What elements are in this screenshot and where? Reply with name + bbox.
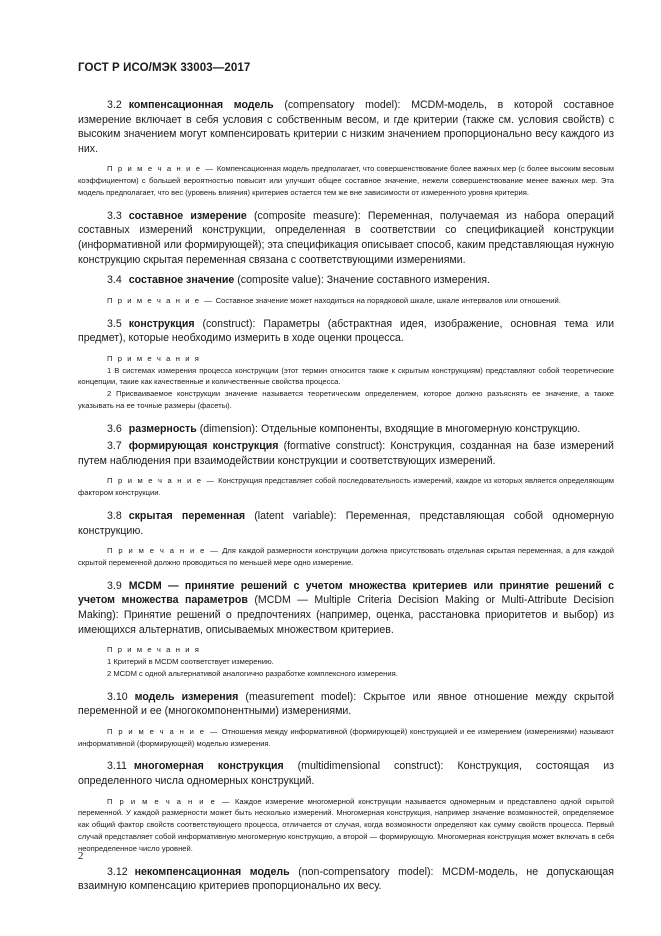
term-english: (MCDM — Multiple Criteria Decision Making or Multi-Attribute Decision Making): (78, 594, 614, 622)
document-page (78, 62, 614, 897)
term-definition: Принятие решений о предпочтениях (например, оценка, расстановка приоритетов и выбор) из имеющихся альтернатив, описываемых множеством критериев. (78, 609, 614, 636)
term-definition: Переменная, представляющая собой одномерную конструкцию. (78, 510, 614, 537)
term-english: (composite measure): (254, 209, 361, 222)
term-definition: Параметры (абстрактная идея, изображение, основная тема или предмет), которые необходимо измерить в ходе оценки процесса. (78, 317, 614, 345)
term-entry-3-9 (78, 579, 614, 637)
term-english: (compensatory model): (284, 99, 401, 111)
term-name: скрытая переменная (128, 510, 246, 523)
term-number: 3.4 (107, 274, 122, 287)
note-text: Компенсационная модель предполагает, что совершенствование более важных мер (с более высоким весовым коэффициентом) с большей вероятностью повысит или улучшит общее составное значение, нежели совершенствование менее важных мер. Эта модель предполагает, что вес (уровень влияния) критериев остается тем же вне зависимости от измеренного уровня критерия. (78, 164, 614, 197)
note-label: П р и м е ч а н и е — (107, 295, 214, 305)
note-text: Для каждой размерности конструкции должна присутствовать отдельная скрытая переменная, а для каждой скрытой переменной должно проводиться по меньшей мере одно измерение. (78, 546, 614, 568)
term-number: 3.11 (107, 760, 127, 773)
term-name: размерность (128, 422, 197, 435)
term-entry-3-10 (78, 690, 614, 719)
term-english: (formative construct): (283, 440, 386, 453)
term-name: составное измерение (128, 209, 247, 222)
term-definition: Значение составного измерения. (326, 274, 490, 287)
term-entry-3-5 (78, 317, 614, 346)
note-label: П р и м е ч а н и е — (107, 546, 220, 556)
note-label: П р и м е ч а н и е — (107, 476, 216, 486)
term-name: модель измерения (134, 690, 239, 703)
term-number: 3.6 (107, 422, 122, 435)
note-text: Конструкция представляет собой последовательность измерений, каждое из которых является определяющим фактором конструкции. (78, 476, 614, 498)
note-item: 2 Присваиваемое конструкции значение называется теоретическим определением, которое должно разъяснять ее значение, а также указывать на ее точные размеры (фасеты). (78, 389, 614, 410)
term-number: 3.5 (107, 317, 122, 330)
note-item: 1 Критерий в MCDM соответствует измерению. (107, 657, 274, 667)
term-entry-3-4 (78, 273, 614, 288)
term-name: многомерная конструкция (133, 760, 284, 773)
note-3-7 (78, 475, 614, 499)
term-number: 3.9 (107, 579, 122, 592)
note-item: 2 MCDM с одной альтернативой аналогично разработке комплексного измерения. (107, 668, 398, 678)
term-english: (latent variable): (254, 510, 337, 523)
term-number: 3.2 (107, 99, 122, 111)
page-number: 2 (78, 850, 84, 862)
document-header: ГОСТ Р ИСО/МЭК 33003—2017 (78, 62, 251, 74)
term-definition: Скрытое или явное отношение между скрытой переменной и ее (многокомпонентными) измерениями. (78, 690, 614, 718)
term-entry-3-8 (78, 509, 614, 538)
note-3-11 (78, 796, 614, 855)
term-english: (dimension): (199, 422, 259, 435)
term-name: составное значение (128, 274, 235, 287)
note-3-2 (78, 163, 614, 198)
note-text: Отношения между информативной (формирующей) конструкцией и ее измерением (измерениями) называют информативной (формирующей) моделью измерения. (78, 726, 614, 748)
term-name: компенсационная модель (128, 99, 274, 111)
term-entry-3-6 (78, 422, 614, 437)
term-definition: MCDM-модель, в которой составное измерение включает в себя условия с собственным весом, и где критерии (также см. условия свойств) с высоким значением могут компенсировать критерии с низким значением пропорционально весу каждого из них. (78, 99, 614, 155)
notes-heading: П р и м е ч а н и я (107, 645, 201, 655)
term-english: (measurement model): (245, 690, 357, 703)
term-entry-3-3 (78, 209, 614, 267)
term-number: 3.7 (107, 440, 122, 453)
term-name: некомпенсационная модель (134, 865, 290, 878)
term-english: (non-compensatory model): (298, 865, 434, 878)
term-number: 3.12 (107, 865, 128, 878)
notes-heading: П р и м е ч а н и я (107, 353, 201, 363)
term-number: 3.8 (107, 510, 122, 523)
note-3-10 (78, 726, 614, 750)
note-text: Составное значение может находиться на порядковой шкале, шкале интервалов или отношений. (215, 295, 561, 305)
term-definition: Переменная, получаемая из набора операций составных измерений конструкции, определенная в соответствии со спецификацией конструкции (информативной или формирующей); эта спецификация описывает способ, каким представляющая нужную конструкцию скрытая переменная связана с соответствующими измерениями. (78, 209, 614, 266)
note-3-8 (78, 545, 614, 569)
term-definition: MCDM-модель, не допускающая взаимную компенсацию критериев пропорционально их весу. (78, 865, 614, 893)
term-definition: Конструкция, созданная на базе измерений путем наблюдения при взаимодействии конструкции и соответствующих измерений. (78, 440, 614, 467)
note-item: 1 В системах измерения процесса конструкции (этот термин относится также к скрытым конструкциям) представляют собой теоретические концепции, такие как качественные и количественные свойства процесса. (78, 365, 614, 387)
note-label: П р и м е ч а н и е — (107, 726, 220, 736)
term-number: 3.10 (107, 690, 128, 703)
term-entry-3-12 (78, 865, 614, 894)
term-english: (composite value): (237, 274, 324, 287)
note-text: Каждое измерение многомерной конструкции называется одномерным и представлено одной скрытой переменной. У каждой размерности может быть несколько измерений. Многомерная конструкция, например значение возможностей, определяемое как общий фактор свойств соответствующего процесса, отличается от случая, когда возможности определяют как сумму свойств процесса. Первый случай представляет собой информативную многомерную конструкцию, а второй — формирующую. Многомерная конструкция может включать в себя неопределенное число уровней. (78, 796, 614, 853)
term-number: 3.3 (107, 209, 122, 222)
term-name: конструкция (128, 317, 195, 330)
note-label: П р и м е ч а н и е — (107, 164, 215, 174)
term-entry-3-7 (78, 439, 614, 468)
note-3-4 (78, 295, 614, 307)
term-definition: Конструкция, состоящая из определенного числа одномерных конструкций. (78, 760, 614, 787)
term-english: (construct): (202, 317, 256, 330)
note-label: П р и м е ч а н и е — (107, 796, 232, 806)
term-english: (multidimensional construct): (297, 760, 444, 773)
term-definition: Отдельные компоненты, входящие в многомерную конструкцию. (260, 422, 581, 435)
term-name: формирующая конструкция (128, 440, 279, 453)
term-name: MCDM — принятие решений с учетом множества критериев или принятие решений с учетом множества параметров (78, 579, 614, 607)
term-entry-3-11 (78, 759, 614, 788)
term-entry-3-2 (78, 98, 614, 156)
